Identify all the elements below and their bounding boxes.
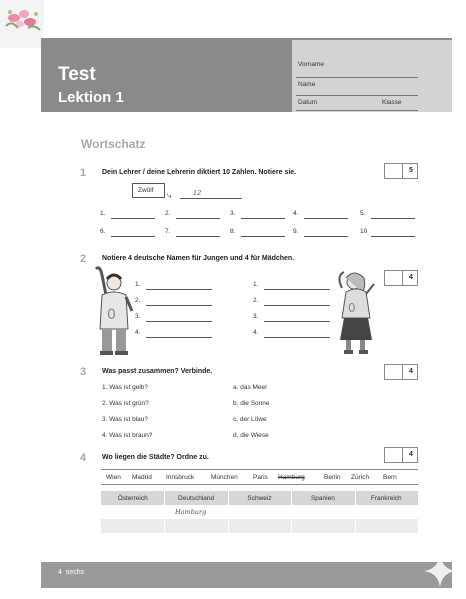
- item-number: 5.: [360, 210, 366, 217]
- score-box[interactable]: [384, 163, 418, 179]
- score-box[interactable]: [384, 447, 418, 463]
- example-entry: Hamburg: [175, 508, 207, 516]
- example-answer-line: [180, 198, 242, 199]
- answer-item[interactable]: a. das Meer: [233, 384, 268, 391]
- task-instruction: Dein Lehrer / deine Lehrerin diktiert 10 Zahlen. Notiere sie.: [102, 169, 297, 176]
- name-number: 4.: [253, 329, 259, 336]
- column-divider: [164, 491, 165, 549]
- points-value: 4: [409, 368, 413, 375]
- column-divider: [291, 491, 292, 549]
- page-number-word: sechs: [65, 569, 85, 576]
- name-number: 4.: [135, 329, 141, 336]
- example-word-box: [132, 183, 165, 198]
- page-number: [58, 569, 84, 576]
- example-word: Zwölf: [138, 187, 154, 194]
- item-number: 3.: [230, 210, 236, 217]
- answer-line[interactable]: [146, 289, 212, 290]
- name-line[interactable]: [296, 95, 418, 96]
- floral-logo: [0, 0, 44, 48]
- item-number: 10: [360, 228, 368, 235]
- city-word: Bern: [383, 474, 397, 481]
- city-word: Hamburg: [278, 474, 305, 481]
- vorname-label: Vorname: [298, 61, 325, 68]
- datum-line[interactable]: [296, 110, 418, 111]
- lesson-title: Lektion 1: [58, 89, 124, 106]
- answer-line[interactable]: [264, 305, 330, 306]
- column-header: Frankreich: [355, 491, 418, 505]
- answer-line[interactable]: [371, 236, 415, 237]
- column-divider: [355, 491, 356, 549]
- column-header: Deutschland: [164, 491, 227, 505]
- page-number-digit: 4: [58, 569, 62, 576]
- table-row[interactable]: [101, 533, 418, 547]
- city-word: Madrid: [132, 474, 152, 481]
- section-title: Wortschatz: [81, 137, 146, 151]
- answer-line[interactable]: [264, 321, 330, 322]
- task-instruction: Was passt zusammen? Verbinde.: [102, 368, 213, 375]
- city-word: Innsbruck: [166, 474, 195, 481]
- city-word-bank: [101, 469, 418, 485]
- answer-line[interactable]: [241, 218, 285, 219]
- answer-line[interactable]: [241, 236, 285, 237]
- task-instruction: Notiere 4 deutsche Namen für Jungen und 4 für Mädchen.: [102, 255, 295, 262]
- svg-text:0: 0: [107, 307, 116, 323]
- flower-icon: [0, 0, 44, 40]
- table-row[interactable]: [101, 519, 418, 533]
- answer-line[interactable]: [304, 218, 348, 219]
- column-header: Spanien: [291, 491, 354, 505]
- score-box[interactable]: [384, 270, 418, 286]
- footer-bar: [41, 562, 452, 588]
- name-label: Name: [298, 81, 316, 88]
- answer-line[interactable]: [304, 236, 348, 237]
- answer-line[interactable]: [371, 218, 415, 219]
- answer-line[interactable]: [176, 236, 220, 237]
- item-number: 6.: [100, 228, 106, 235]
- name-number: 2.: [135, 297, 141, 304]
- girl-illustration: [334, 268, 378, 356]
- name-number: 3.: [253, 313, 259, 320]
- country-table: [101, 491, 418, 549]
- answer-line[interactable]: [111, 218, 155, 219]
- task-number: 4: [80, 452, 87, 464]
- question-item: 4. Was ist braun?: [102, 432, 153, 439]
- item-number: 8.: [230, 228, 236, 235]
- column-header: Schweiz: [228, 491, 291, 505]
- city-word: Paris: [253, 474, 268, 481]
- column-header: Österreich: [101, 491, 164, 505]
- item-number: 4.: [293, 210, 299, 217]
- answer-line[interactable]: [176, 218, 220, 219]
- item-number: 1.: [100, 210, 106, 217]
- city-word: Berlin: [324, 474, 341, 481]
- column-divider: [228, 491, 229, 549]
- answer-item[interactable]: c. der Löwe: [233, 416, 267, 423]
- answer-line[interactable]: [111, 236, 155, 237]
- score-box[interactable]: [384, 364, 418, 380]
- item-number: 9.: [293, 228, 299, 235]
- answer-line[interactable]: [146, 337, 212, 338]
- answer-item[interactable]: b. die Sonne: [233, 400, 270, 407]
- city-word: München: [211, 474, 238, 481]
- item-number: 2.: [165, 210, 171, 217]
- arrow-icon: ⤷: [167, 191, 172, 200]
- vorname-line[interactable]: [296, 77, 418, 78]
- item-number: 7.: [165, 228, 171, 235]
- task-instruction: Wo liegen die Städte? Ordne zu.: [102, 454, 209, 461]
- points-value: 4: [409, 274, 413, 281]
- datum-label: Datum: [298, 99, 318, 106]
- name-number: 2.: [253, 297, 259, 304]
- klasse-label: Klasse: [382, 99, 402, 106]
- points-value: 5: [409, 167, 413, 174]
- answer-item[interactable]: d. die Wiese: [233, 432, 269, 439]
- question-item: 3. Was ist blau?: [102, 416, 149, 423]
- example-number: 12: [193, 189, 202, 197]
- answer-line[interactable]: [146, 321, 212, 322]
- task-number: 2: [80, 253, 87, 265]
- test-title: Test: [58, 64, 96, 85]
- question-item: 1. Was ist gelb?: [102, 384, 149, 391]
- name-number: 3.: [135, 313, 141, 320]
- answer-line[interactable]: [264, 337, 330, 338]
- table-row[interactable]: [101, 505, 418, 519]
- boy-illustration: [90, 265, 134, 357]
- name-number: 1.: [253, 281, 259, 288]
- task-number: 3: [80, 366, 87, 378]
- answer-line[interactable]: [146, 305, 212, 306]
- sparkle-icon: [422, 553, 458, 589]
- answer-line[interactable]: [264, 289, 330, 290]
- name-number: 1.: [135, 281, 141, 288]
- city-word: Wien: [106, 474, 121, 481]
- task-number: 1: [80, 167, 87, 179]
- points-value: 4: [409, 451, 413, 458]
- city-word: Zürich: [351, 474, 370, 481]
- question-item: 2. Was ist grün?: [102, 400, 149, 407]
- svg-text:0: 0: [348, 301, 356, 315]
